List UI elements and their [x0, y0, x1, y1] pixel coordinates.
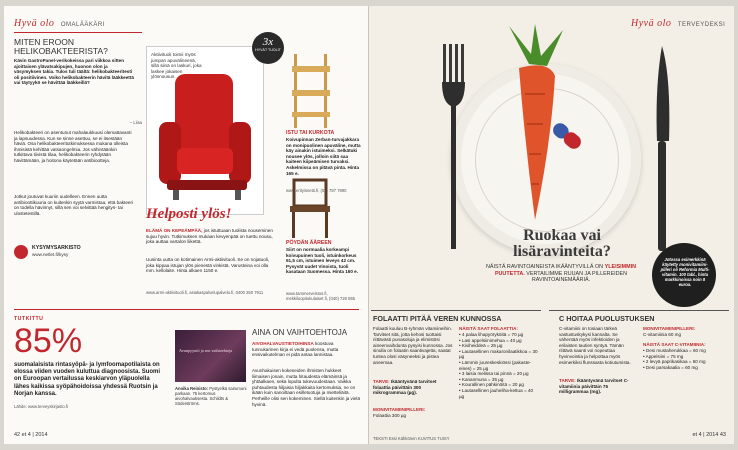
fork-icon: [439, 44, 469, 254]
credits: TEKSTI Essi Kähkönen KUVITUS TUISY: [373, 436, 450, 441]
stat-text: suomalaisista rintasyöpä- ja lymfoomapotilaista on elossa viiden vuoden kuluttua diagnoosista. Suomi on Euroopan vertailussa keskiarvon yläpuolella lähes kaikissa syöpähoidoissa yhdessä Ruotsin ja Norjan kanssa.: [14, 362, 161, 397]
section-name: TERVEYDEKSI: [677, 22, 726, 28]
stool-heading: ISTU TAI KURKOTA: [286, 130, 335, 136]
vitc-need-label: TARVE:: [559, 378, 576, 383]
info-bubble-text: Jotossa esimerkkinä käytetty monivitamiini-pilleri oli Reformia Multi-vitamin. 100 tabl., hinta markkinoissa noin 8 euroa.: [660, 257, 710, 287]
folate-food-label: NÄISTÄ SAAT FOLAATTIA:: [459, 326, 519, 331]
folate-need-label: TARVE:: [373, 379, 390, 384]
book-cover: [175, 330, 246, 382]
page-title: Ruokaa vai lisäravinteita?: [513, 227, 611, 260]
question-heading: MITEN EROON HELIKOBAKTEERISTA?: [14, 37, 108, 56]
book-cover-title: Avunpyyntö ja sen vaihtoehtoja: [179, 348, 233, 353]
food-item: • 2 levyä paprikasikaa = 60 mg: [643, 359, 706, 365]
stat-source[interactable]: Lähde: www.terveyskirjasto.fi: [14, 404, 68, 409]
food-item: • Desi parsakaalia = 60 mg: [643, 364, 698, 370]
vitc-rule: [549, 310, 729, 311]
right-page: [369, 6, 734, 444]
archive-url[interactable]: www.netlet.fi/kysy: [32, 252, 69, 257]
stool-source[interactable]: www.erityisnetti.fi, (02) 787 7890: [286, 188, 347, 193]
book-heading: AINA ON VAIHTOEHTOJA: [252, 328, 348, 337]
left-header: [14, 18, 105, 29]
food-item: • 4 palaa lihapyöryköitä = 70 µg: [459, 332, 524, 337]
vitc-text: C-vitamiini on tosiaan tärkeä vastustuskykysi kannalta. Se vähentää myös infektioiden ja erilaisten tautien syntyä. Tämän riittävä saanti voi nopeuttaa hyvinvointia ja helpottaa myös esimerkiksi flunssasta kotiutumista.: [559, 326, 631, 365]
stat-value: 85%: [14, 322, 83, 360]
food-item: • Kiviheiddeä = 25 µg: [459, 343, 503, 349]
food-item: • Appelsiini = 75 mg: [643, 353, 684, 359]
count-badge: [252, 32, 284, 64]
folate-need: Ikääntyvänä tarvitset folaattia päivittäin 300 mikrogrammaa (µg).: [373, 379, 437, 396]
badge-subtitle: HYVÄT TUOLIT: [255, 48, 281, 52]
subtitle-highlight: YLEISIMMIN PUUTETTA.: [494, 264, 637, 277]
food-item: • Desi mustaherukkaa = 60 mg: [643, 348, 706, 353]
header-rule: [14, 32, 142, 33]
food-item: • Lautasellinen jauheliha-kettua = 40 µg: [459, 387, 534, 399]
book-text: koostuva tunnukarinen kirja ei vedä puolensa, mutta ensivaikutelman ei pidä antaa lannistaa.: [252, 341, 339, 358]
chair-title: Helposti ylös!: [146, 206, 232, 222]
food-item: • Lasi appelsiinimehua = 40 µg: [459, 337, 522, 343]
book-lead: AIVOHALVAUSTIETOIHINSA: [252, 341, 314, 346]
subtitle-rest: VERTAILIMME RUUAN JA PILLEREIDEN RAVINTOAINEMÄÄRIÄ.: [526, 270, 628, 284]
table-chair-heading: PÖYDÄN ÄÄREEN: [286, 240, 332, 246]
question-archive-logo[interactable]: [14, 244, 140, 262]
chair-source[interactable]: www.armi-aktiivituoli.fi, asiakaspalvelupalvelu.fi, 0400 250 7911: [146, 290, 264, 295]
book-caption: Pystyelkä sairumuni parkaan. 75 kertomus aivohalvauksesta. Schildts & Söderströms.: [175, 386, 247, 407]
table-chair-desc: Siirt on normaalia korkeampi koivupuinen tuoli, istuinkorkeus 51,5 cm, istuimen leveys 42 cm. Pysyvät uudet Vinoista, tuoli kasataan Suomessa. Hinta 160 e.: [286, 247, 359, 275]
answer-text-continued: Jotkut joutuvat kuuriin uudelleen. Ennen uutta antibioottikuuria on kuitenkin syytä varmistaa, että bakteeri on todella hävinnyt, sillä sen voi selvittää hengitys- tai ulostetestillä.: [14, 194, 133, 216]
folate-text: Folaatti kuuluu B-ryhmän vitamiineihin. Tarvitset sitä, jotta kehosi tuottaisi riittävästi punasoluja ja elimistösi aineenvaihdunta pysyisi kunnossa. Jos sinulla on folaatin saantivajetta, saatat tuntea olosi väsyneeksi ja pistea aneemaa.: [373, 326, 453, 365]
chair-desc-lead: ELÄMÄ ON KEPEÄMPÄÄ,: [146, 228, 203, 233]
chair-caption: Aktiivituoli toimii myös jumpan apuvälineenä, sillä siinä on laskuri, joka laskee jokaisen ylösnousun.: [151, 52, 202, 80]
book-text-continued: Avunhakuisen kokeneiden ihmisten hukkeet liimaisen jonain, mutta hitaudesta elämäinsä ja yhtäalkaen, sekä lopulta tukevuudestaan. Vaikka puhtaudesta hiljaisia hiljakkaita kertomuksia, ne on ikään kuin sanoiltaan esilletuotuja ja mietteliäitä. Perheille olisi sen kokeminen. Siellä kuitenkin ja vielä hyvinä.: [252, 368, 361, 407]
answer-text: Helikobakteeri on asentunut mahalaukkuusi olemattavanti ja lapsuudessa. Kun se sinne asettuu, se ei itsestään häviä. Osa helikobakteeritutkimuksessa mukana olleista ihmisistä kehittää vatsaongelmia. Jos vähintäänkin tutkittava tiivistä tilaa, helikobakteerin ryhdytään hävittämään, ja hoitona käytetään antibiootteja.: [14, 130, 132, 163]
vitc-food-list: [643, 348, 725, 370]
food-item: • Kourallinen pähkinöitä = 20 µg: [459, 382, 524, 388]
chair-desc-continued: Uusinta uutta on kotimainen Armi-aktiivituoli. Se on nojatuoli, joka kippaa istujan ylös pienestä vinkistä. Varusteina voi olla mm. kellolaite. Hinta alkaen 1150 e.: [146, 257, 270, 274]
archive-icon: [14, 245, 28, 259]
stool-illustration: [286, 50, 336, 130]
badge-number: 3x: [262, 36, 274, 48]
stool-desc: Koivupinnan Zerban-turvajakkara on monipuolinen apuväline, mutta käy ainakin istuimeksi. Selkätuki nousee ylös, jolloin siitä saa kaiteen kiipeämisen turvaksi. Askelmissa on pitävä pinta. Hinta 165 e.: [286, 137, 361, 176]
archive-title: KYSYMYSARKISTO: [32, 245, 81, 251]
pill-icon: [547, 116, 587, 156]
section-name: OMALÄÄKÄRI: [60, 22, 105, 28]
book-caption-author: Anoika Reinisto:: [175, 386, 209, 391]
wooden-chair-illustration: [286, 178, 336, 240]
armchair-illustration: [147, 68, 257, 203]
left-page: [4, 6, 369, 444]
vitc-need: Ikääntyvänä tarvitset C-vitamiinia päivittäin 75 milligrammaa (mg).: [559, 378, 629, 395]
food-item: • Lautasellinen makaronilaatikkoa = 30 µg: [459, 348, 538, 360]
magazine-name: Hyvä olo: [631, 18, 672, 29]
magazine-name: Hyvä olo: [14, 18, 55, 29]
stat-label: TUTKITTU: [14, 316, 44, 322]
info-bubble: [652, 243, 716, 307]
folate-pill-label: MONIVITAMIINIPILLERI:: [373, 407, 426, 412]
question-text: Kävin GastroPanel-verikokeissa pari viikkoa sitten ajoittaisen ylävatsakipujen, huonon olon ja väsymyksen takia. Tulos tuli täältä: helikobakteeritesti oli positiivinen. Voiko helikobakteerin hävitä lääkkeettä vai täytyykö se hävittää lääkkeillä?: [14, 58, 134, 86]
knife-icon: [651, 46, 673, 256]
right-header: [631, 18, 725, 29]
food-item: • 3 laisia melissa tai pinnä = 20 µg: [459, 371, 529, 377]
left-page-number: 42 et 4 | 2014: [14, 432, 48, 438]
right-page-number: et 4 | 2014 43: [692, 432, 726, 438]
vitc-pill-value: C-vitamiinia 60 mg: [643, 332, 682, 337]
section-divider: [14, 309, 359, 310]
table-chair-source[interactable]: www.tammerveistos.fi, mekkiluopitukulaiset.fi, (040) 726 855: [286, 291, 356, 302]
subtitle-lead: NÄISTÄ RAVINTOAINEISTA IKÄÄNTYVILLÄ ON: [485, 264, 604, 270]
vitc-food-label: NÄISTÄ SAAT C-VITAMIINIA:: [643, 342, 706, 347]
folate-heading: FOLAATTI PITÄÄ VEREN KUNNOSSA: [373, 314, 502, 323]
food-item: • Kananmuna = 35 µg: [459, 376, 504, 382]
chair-desc: jos istuttuaan tuolista nouseminen sujuu hyvin. Tutkimuksen mukaan kevyenpää on tuettu nousu, joka auttaa vartalon liikettä.: [146, 228, 273, 245]
food-item: • Lämmin juureskeskiössi (pakaste-eines) = 25 µg: [459, 359, 532, 371]
question-signature: – Liisa: [129, 120, 142, 125]
vitc-pill-label: MONIVITAMIINIPILLERI:: [643, 326, 696, 331]
folate-food-list: [459, 332, 539, 399]
folate-rule: [371, 310, 541, 311]
folate-pill-value: Folaattia 300 µg: [373, 413, 407, 418]
vitc-heading: C HOITAA PUOLUSTUKSEN: [559, 314, 655, 323]
